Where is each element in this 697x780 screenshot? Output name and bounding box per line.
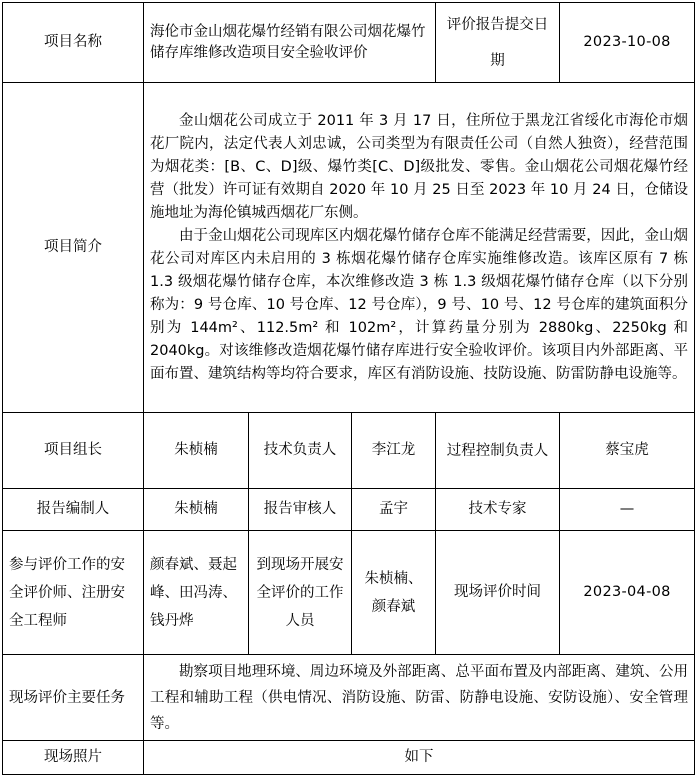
label-compiler: 报告编制人 (3, 489, 144, 531)
label-tech-lead: 技术负责人 (249, 413, 352, 489)
label-submit-date: 评价报告提交日期 (436, 3, 560, 83)
label-participants: 参与评价工作的安全评价师、注册安全工程师 (3, 531, 144, 655)
value-project-name: 海伦市金山烟花爆竹经销有限公司烟花爆竹储存库维修改造项目安全验收评价 (144, 3, 436, 83)
value-reviewer: 孟宇 (352, 489, 436, 531)
site-tasks-text: 勘察项目地理环境、周边环境及外部距离、总平面布置及内部距离、建筑、公用工程和辅助工程（供电情况、消防设施、防雷、防静电设施、安防设施）、安全管理等。 (150, 663, 689, 732)
value-site-staff: 朱桢楠、颜春斌 (352, 531, 436, 655)
row-participants (3, 531, 695, 655)
label-summary: 项目简介 (3, 83, 144, 413)
label-leader: 项目组长 (3, 413, 144, 489)
summary-paragraph-2: 由于金山烟花公司现库区内烟花爆竹储存仓库不能满足经营需要，因此，金山烟花公司对库区内未启用的 3 栋烟花爆竹储存仓库实施维修改造。该库区原有 7 栋 1.3 级烟花爆竹储存仓库，本次维修改造 3 栋 1.3 级烟花爆竹储存仓库（以下分别称为：9 号仓库、10 号仓库、12 号仓库），9 号、10 号、12 号仓库的建筑面积分别为 144m²、112.5m² 和 102m²，计算药量分别为 2880kg、2250kg 和 2040kg。对该维修改造烟花爆竹储存库进行安全验收评价。该项目内外部距离、平面布置、建筑结构等均符合要求，库区有消防设施、技防设施、防雷防静电设施等。 (150, 227, 689, 382)
label-site-time: 现场评价时间 (436, 531, 560, 655)
row-leaders (3, 413, 695, 489)
value-tech-expert: — (560, 489, 695, 531)
label-process-control: 过程控制负责人 (436, 413, 560, 489)
summary-paragraph-1: 金山烟花公司成立于 2011 年 3 月 17 日，住所位于黑龙江省绥化市海伦市烟花厂院内，法定代表人刘忠诚，公司类型为有限责任公司（自然人独资），经营范围为烟花类：[B、C、D]级、爆竹类[C、D]级批发、零售。金山烟花公司烟花爆竹经营（批发）许可证有效期自 2020 年 10 月 25 日至 2023 年 10 月 24 日，仓储设施地址为海伦镇城西烟花厂东侧。 (150, 112, 689, 221)
label-tech-expert: 技术专家 (436, 489, 560, 531)
label-site-tasks: 现场评价主要任务 (3, 655, 144, 741)
value-site-photos: 如下 (144, 741, 695, 775)
row-project-name (3, 3, 695, 83)
value-participants: 颜春斌、聂起峰、田冯涛、钱丹烨 (144, 531, 249, 655)
value-site-time: 2023-04-08 (560, 531, 695, 655)
label-site-staff: 到现场开展安全评价的工作人员 (249, 531, 352, 655)
value-leader: 朱桢楠 (144, 413, 249, 489)
value-site-tasks (144, 655, 695, 741)
project-info-table (2, 2, 695, 775)
row-site-tasks (3, 655, 695, 741)
label-site-photos: 现场照片 (3, 741, 144, 775)
value-submit-date: 2023-10-08 (560, 3, 695, 83)
value-compiler: 朱桢楠 (144, 489, 249, 531)
row-summary (3, 83, 695, 413)
value-tech-lead: 李江龙 (352, 413, 436, 489)
value-summary (144, 83, 695, 413)
label-project-name: 项目名称 (3, 3, 144, 83)
row-site-photos (3, 741, 695, 775)
value-process-control: 蔡宝虎 (560, 413, 695, 489)
label-reviewer: 报告审核人 (249, 489, 352, 531)
row-report-staff (3, 489, 695, 531)
